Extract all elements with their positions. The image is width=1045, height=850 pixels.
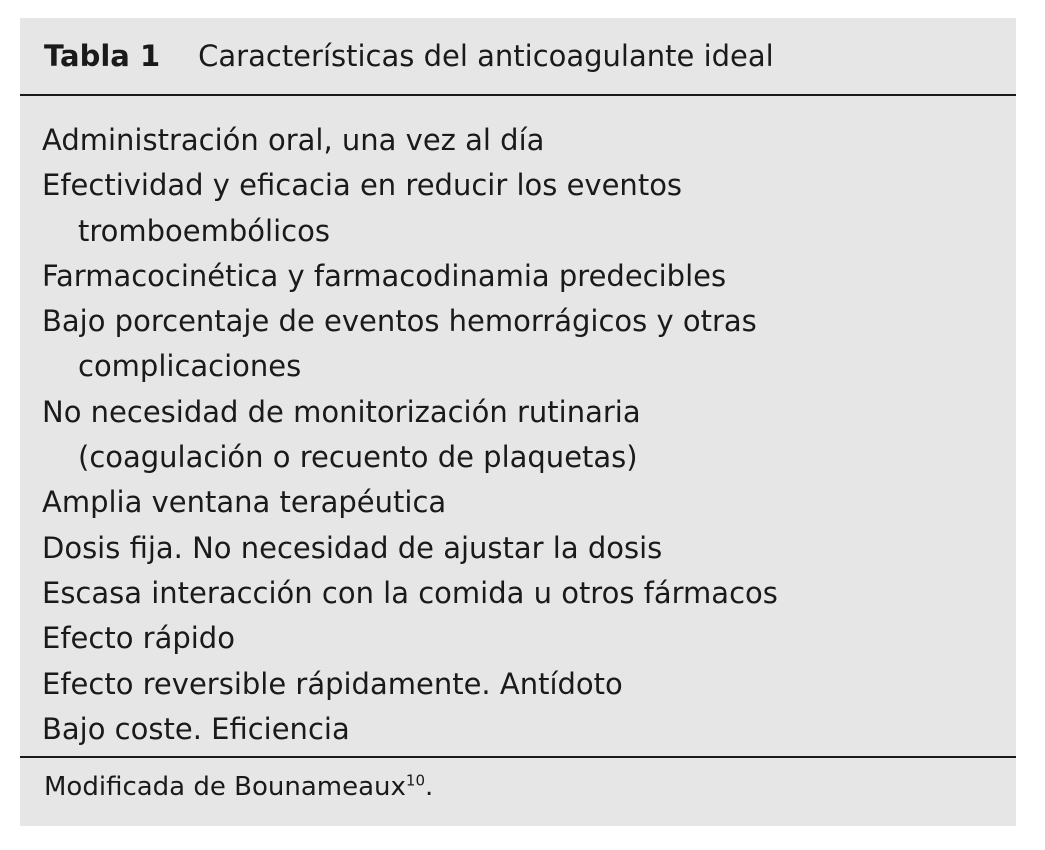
table-row xyxy=(42,571,1016,616)
row-text-continuation: tromboembólicos xyxy=(78,213,330,248)
table-footnote xyxy=(20,758,1016,802)
row-text: Bajo porcentaje de eventos hemorrágicos y otras xyxy=(42,304,757,339)
row-text: Escasa interacción con la comida u otros fármacos xyxy=(42,575,778,610)
table-body xyxy=(20,96,1016,758)
table-title: Características del anticoagulante ideal xyxy=(198,39,774,73)
footnote-text: Modificada de Bounameaux xyxy=(44,772,406,802)
table-row xyxy=(42,390,1016,481)
row-text: Amplia ventana terapéutica xyxy=(42,485,447,520)
table-row xyxy=(42,118,1016,163)
table-row xyxy=(42,480,1016,525)
table-row xyxy=(42,707,1016,752)
row-text: Dosis fija. No necesidad de ajustar la dosis xyxy=(42,530,663,565)
row-text: Efectividad y eficacia en reducir los eventos xyxy=(42,168,683,203)
footnote-period: . xyxy=(425,772,434,802)
row-text: Administración oral, una vez al día xyxy=(42,123,545,157)
table-label: Tabla 1 xyxy=(44,39,161,73)
table-caption xyxy=(20,18,1016,96)
row-text-continuation: complicaciones xyxy=(78,349,302,384)
row-text-continuation: (coagulación o recuento de plaquetas) xyxy=(78,440,638,475)
table-row xyxy=(42,299,1016,390)
table-container xyxy=(20,18,1016,826)
row-text: Bajo coste. Eficiencia xyxy=(42,711,350,746)
row-text: Efecto rápido xyxy=(42,621,235,656)
table-row xyxy=(42,662,1016,707)
table-row xyxy=(42,616,1016,661)
row-text: Efecto reversible rápidamente. Antídoto xyxy=(42,666,623,701)
table-row xyxy=(42,526,1016,571)
footnote-reference: 10 xyxy=(405,771,425,790)
row-text: Farmacocinética y farmacodinamia predecibles xyxy=(42,258,727,293)
table-row xyxy=(42,254,1016,299)
table-row xyxy=(42,163,1016,254)
row-text: No necesidad de monitorización rutinaria xyxy=(42,394,641,429)
